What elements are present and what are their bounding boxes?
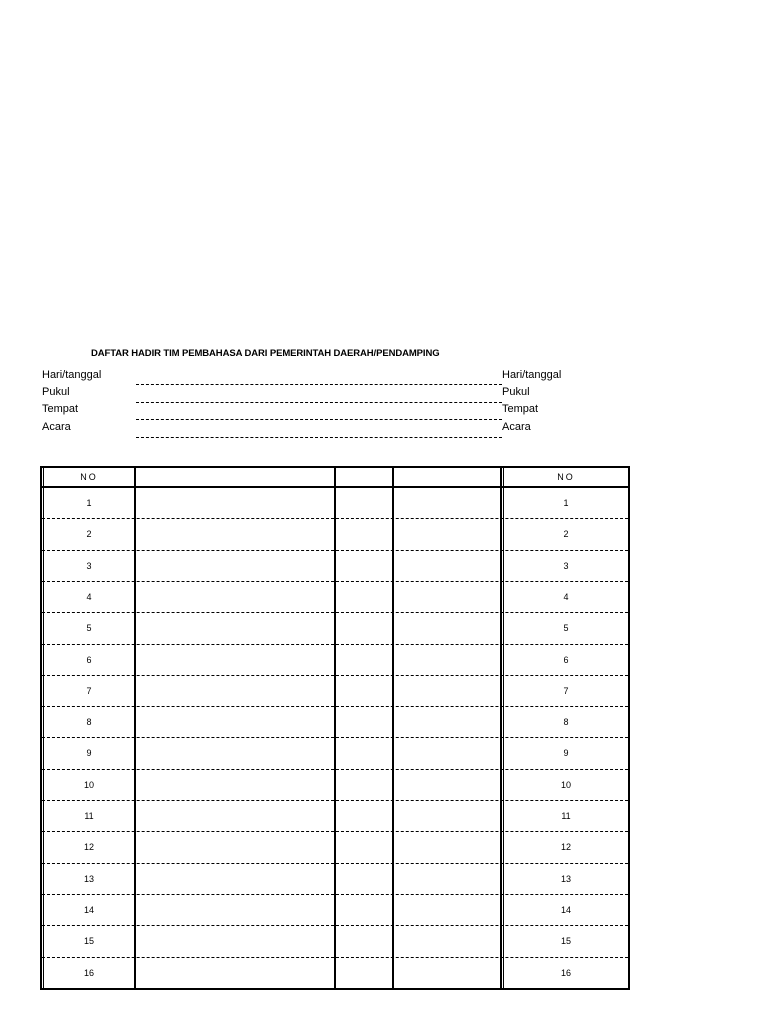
fill-line-acara[interactable]: [136, 437, 502, 438]
column-header-no: NO: [80, 472, 98, 482]
row-number: 16: [83, 967, 94, 978]
row-divider: [42, 675, 628, 676]
row-number-right: 15: [560, 936, 571, 947]
row-number-right: 1: [563, 498, 569, 508]
row-number: 8: [86, 717, 92, 728]
row-number-right: 16: [560, 967, 571, 978]
row-number-right: 11: [561, 811, 571, 821]
table-vline: [628, 467, 630, 990]
column-header-no-right: NO: [557, 472, 575, 482]
row-divider: [42, 863, 628, 864]
row-number: 11: [84, 811, 94, 821]
row-number: 1: [86, 498, 92, 508]
row-divider: [42, 518, 628, 519]
row-number: 12: [83, 842, 94, 853]
field-label-hari-tanggal-right: Hari/tanggal: [502, 369, 562, 381]
row-number-right: 13: [560, 873, 571, 884]
row-number: 14: [83, 904, 94, 915]
row-number-right: 5: [563, 623, 569, 634]
row-divider: [42, 550, 628, 551]
field-label-acara-right: Acara: [502, 421, 531, 433]
row-number-right: 14: [560, 904, 571, 915]
row-divider: [42, 925, 628, 926]
row-number-right: 7: [563, 685, 569, 696]
row-divider: [42, 581, 628, 582]
fill-line-pukul[interactable]: [136, 402, 502, 403]
row-number-right: 3: [563, 560, 569, 571]
row-number-right: 2: [563, 529, 569, 540]
row-divider: [42, 706, 628, 707]
row-number: 6: [86, 654, 92, 665]
field-label-pukul-right: Pukul: [502, 386, 530, 398]
field-label-hari-tanggal: Hari/tanggal: [42, 369, 102, 381]
table-vline: [392, 467, 394, 990]
row-number-right: 10: [560, 779, 571, 790]
field-label-pukul: Pukul: [42, 386, 70, 398]
table-vline: [134, 467, 136, 990]
field-label-acara: Acara: [42, 421, 71, 433]
row-number-right: 4: [563, 591, 569, 602]
row-divider: [42, 831, 628, 832]
table-vline: [40, 467, 42, 990]
row-number: 10: [83, 779, 94, 790]
row-number-right: 6: [563, 654, 569, 665]
row-number: 4: [86, 591, 92, 602]
row-divider: [42, 957, 628, 958]
row-number-right: 9: [563, 748, 569, 759]
field-label-tempat-right: Tempat: [502, 403, 539, 415]
field-label-tempat: Tempat: [42, 403, 79, 415]
row-divider: [42, 737, 628, 738]
row-divider: [42, 894, 628, 895]
row-number: 2: [86, 529, 92, 540]
row-number: 15: [83, 936, 94, 947]
row-divider: [42, 800, 628, 801]
row-divider: [42, 612, 628, 613]
row-number: 5: [86, 623, 92, 634]
row-number: 9: [86, 748, 92, 759]
row-number-right: 8: [563, 717, 569, 728]
table-vline: [334, 467, 336, 990]
row-number: 3: [86, 560, 92, 571]
row-divider: [42, 644, 628, 645]
row-number: 13: [83, 873, 94, 884]
page-title: DAFTAR HADIR TIM PEMBAHASA DARI PEMERINTAH DAERAH/PENDAMPING: [91, 348, 440, 359]
fill-line-tempat[interactable]: [136, 419, 502, 420]
table-vline: [500, 467, 502, 990]
row-number-right: 12: [560, 842, 571, 853]
row-number: 7: [86, 685, 92, 696]
row-divider: [42, 769, 628, 770]
fill-line-hari-tanggal[interactable]: [136, 384, 502, 385]
